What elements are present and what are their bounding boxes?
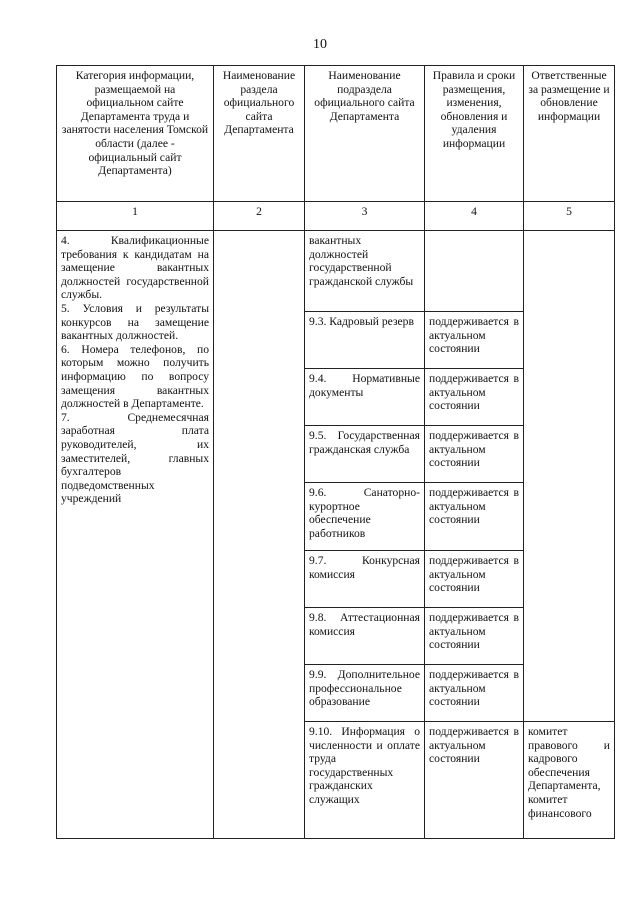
header-responsible: Ответственные за размещение и обновление информации — [524, 66, 615, 202]
section-cell — [214, 231, 305, 839]
category-item: 7. Среднемесячная заработная плата руководителей, их заместителей, главных бухгалтеров подведомственных учреждений — [61, 410, 209, 506]
subsection-cell: вакантных должностей государственной гражданской службы — [305, 231, 425, 312]
rules-cell: поддерживается в актуальном состоянии — [425, 722, 524, 839]
rules-cell: поддерживается в актуальном состоянии — [425, 665, 524, 722]
column-number: 4 — [425, 202, 524, 231]
responsible-cell — [524, 231, 615, 722]
table-row — [57, 231, 615, 312]
column-number-row — [57, 202, 615, 231]
category-item: 5. Условия и результаты конкурсов на замещение вакантных должностей. — [61, 301, 209, 343]
information-table — [56, 65, 615, 839]
rules-cell: поддерживается в актуальном состоянии — [425, 551, 524, 608]
subsection-cell: 9.5. Государственная гражданская служба — [305, 426, 425, 483]
subsection-cell: 9.3. Кадровый резерв — [305, 312, 425, 369]
column-number: 2 — [214, 202, 305, 231]
responsible-cell: комитет правового и кадрового обеспечения Департамента, комитет финансового — [524, 722, 615, 839]
rules-cell: поддерживается в актуальном состоянии — [425, 608, 524, 665]
rules-cell: поддерживается в актуальном состоянии — [425, 426, 524, 483]
column-number: 3 — [305, 202, 425, 231]
category-cell — [57, 231, 214, 839]
header-section: Наименование раздела официального сайта Департамента — [214, 66, 305, 202]
header-row — [57, 66, 615, 202]
category-item: 6. Номера телефонов, по которым можно получить информацию по вопросу замещения вакантных должностей в Департаменте. — [61, 342, 209, 411]
rules-cell: поддерживается в актуальном состоянии — [425, 483, 524, 551]
rules-cell: поддерживается в актуальном состоянии — [425, 312, 524, 369]
subsection-cell: 9.9. Дополнительное профессиональное образование — [305, 665, 425, 722]
subsection-cell: 9.4. Нормативные документы — [305, 369, 425, 426]
header-subsection: Наименование подраздела официального сайта Департамента — [305, 66, 425, 202]
header-rules: Правила и сроки размещения, изменения, обновления и удаления информации — [425, 66, 524, 202]
column-number: 5 — [524, 202, 615, 231]
header-category: Категория информации, размещаемой на официальном сайте Департамента труда и занятости населения Томской области (далее - официальный сайт Департамента) — [57, 66, 214, 202]
rules-cell: поддерживается в актуальном состоянии — [425, 369, 524, 426]
rules-cell — [425, 231, 524, 312]
category-item: 4. Квалификационные требования к кандидатам на замещение вакантных должностей государственной службы. — [61, 234, 209, 302]
subsection-cell: 9.10. Информация о численности и оплате труда государственных гражданских служащих — [305, 722, 425, 839]
subsection-cell: 9.7. Конкурсная комиссия — [305, 551, 425, 608]
column-number: 1 — [57, 202, 214, 231]
page-number: 10 — [313, 37, 327, 52]
subsection-cell: 9.8. Аттестационная комиссия — [305, 608, 425, 665]
subsection-cell: 9.6. Санаторно-курортное обеспечение работников — [305, 483, 425, 551]
